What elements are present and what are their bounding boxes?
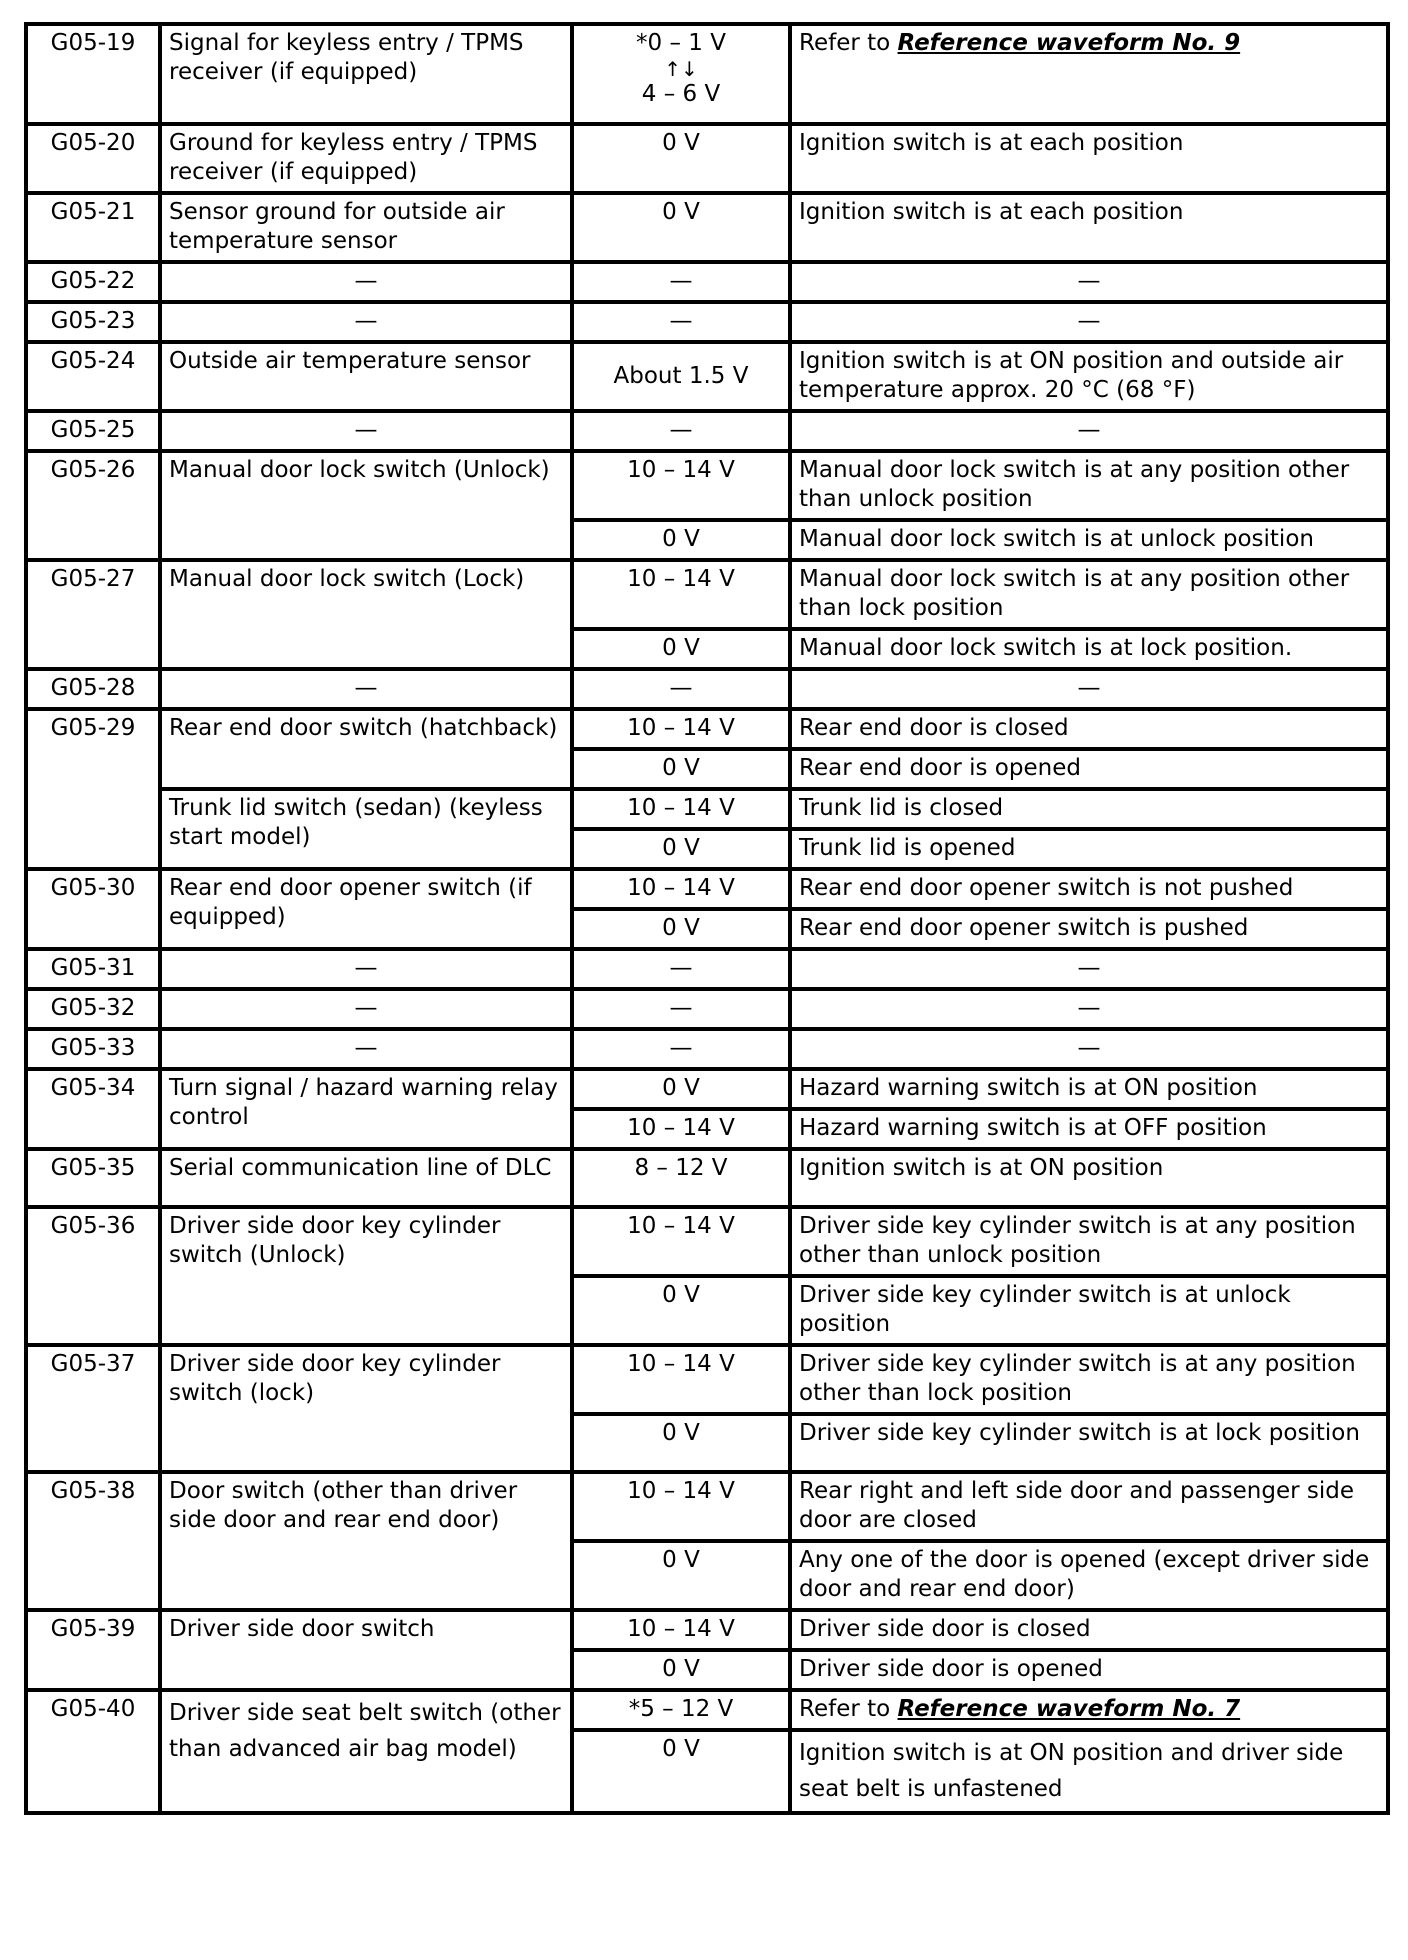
table-row [26, 1345, 1388, 1414]
voltage-cell: 0 V [572, 520, 790, 560]
table-row [26, 949, 1388, 989]
signal-cell: Outside air temperature sensor [160, 342, 572, 411]
table-row [26, 1472, 1388, 1541]
terminal-cell: G05-34 [26, 1069, 160, 1149]
terminal-voltage-table [24, 22, 1390, 1815]
terminal-cell: G05-20 [26, 124, 160, 193]
signal-cell: Serial communication line of DLC [160, 1149, 572, 1207]
condition-cell: Rear end door is opened [790, 749, 1388, 789]
voltage-cell: 0 V [572, 1730, 790, 1813]
signal-cell: — [160, 989, 572, 1029]
condition-text: Refer to [799, 30, 898, 56]
condition-cell: Trunk lid is opened [790, 829, 1388, 869]
terminal-cell: G05-40 [26, 1690, 160, 1813]
voltage-cell [572, 24, 790, 124]
terminal-cell: G05-26 [26, 451, 160, 560]
signal-cell: Ground for keyless entry / TPMS receiver (if equipped) [160, 124, 572, 193]
condition-cell: — [790, 302, 1388, 342]
table-row [26, 560, 1388, 629]
voltage-cell: 0 V [572, 1276, 790, 1345]
condition-cell: Rear end door opener switch is pushed [790, 909, 1388, 949]
voltage-cell: — [572, 949, 790, 989]
condition-cell: Hazard warning switch is at ON position [790, 1069, 1388, 1109]
terminal-cell: G05-39 [26, 1610, 160, 1690]
condition-cell: — [790, 949, 1388, 989]
terminal-cell: G05-37 [26, 1345, 160, 1472]
voltage-cell: 10 – 14 V [572, 1472, 790, 1541]
signal-cell: Manual door lock switch (Unlock) [160, 451, 572, 560]
signal-cell: — [160, 1029, 572, 1069]
condition-cell: Ignition switch is at ON position and driver side seat belt is unfastened [790, 1730, 1388, 1813]
condition-cell: Manual door lock switch is at lock position. [790, 629, 1388, 669]
table-row [26, 1610, 1388, 1650]
condition-cell: Rear end door opener switch is not pushed [790, 869, 1388, 909]
voltage-value: 4 – 6 V [641, 81, 721, 107]
voltage-cell: About 1.5 V [572, 342, 790, 411]
table-row [26, 193, 1388, 262]
terminal-cell: G05-30 [26, 869, 160, 949]
voltage-cell: 10 – 14 V [572, 1207, 790, 1276]
reference-waveform-link[interactable]: Reference waveform No. 9 [897, 30, 1241, 56]
signal-cell: Driver side seat belt switch (other than advanced air bag model) [160, 1690, 572, 1813]
terminal-cell: G05-23 [26, 302, 160, 342]
voltage-cell: 0 V [572, 1414, 790, 1472]
signal-cell: Rear end door opener switch (if equipped) [160, 869, 572, 949]
condition-cell: — [790, 411, 1388, 451]
condition-cell: Driver side door is opened [790, 1650, 1388, 1690]
signal-cell: — [160, 949, 572, 989]
voltage-cell: 0 V [572, 829, 790, 869]
table-row [26, 1207, 1388, 1276]
voltage-cell: 10 – 14 V [572, 1109, 790, 1149]
condition-text: Refer to [799, 1696, 898, 1722]
condition-cell: Driver side key cylinder switch is at any position other than unlock position [790, 1207, 1388, 1276]
terminal-cell: G05-24 [26, 342, 160, 411]
terminal-cell: G05-27 [26, 560, 160, 669]
table-row [26, 1149, 1388, 1207]
table-row [26, 989, 1388, 1029]
signal-cell: — [160, 411, 572, 451]
voltage-value: *0 – 1 V [636, 30, 726, 56]
voltage-cell: 10 – 14 V [572, 709, 790, 749]
voltage-cell: — [572, 262, 790, 302]
voltage-cell: 10 – 14 V [572, 451, 790, 520]
up-down-arrows-icon: ↑↓ [664, 57, 698, 81]
terminal-cell: G05-31 [26, 949, 160, 989]
voltage-cell: 0 V [572, 629, 790, 669]
condition-cell: — [790, 989, 1388, 1029]
voltage-cell: 10 – 14 V [572, 789, 790, 829]
condition-cell: Manual door lock switch is at unlock position [790, 520, 1388, 560]
voltage-cell: — [572, 302, 790, 342]
signal-cell: — [160, 669, 572, 709]
voltage-cell: — [572, 669, 790, 709]
table-row [26, 302, 1388, 342]
terminal-cell: G05-36 [26, 1207, 160, 1345]
condition-cell: Driver side key cylinder switch is at unlock position [790, 1276, 1388, 1345]
table-row [26, 24, 1388, 124]
terminal-cell: G05-35 [26, 1149, 160, 1207]
signal-cell: Manual door lock switch (Lock) [160, 560, 572, 669]
table-row [26, 411, 1388, 451]
terminal-cell: G05-25 [26, 411, 160, 451]
condition-cell: Driver side key cylinder switch is at lock position [790, 1414, 1388, 1472]
table-row [26, 1690, 1388, 1730]
condition-cell: Ignition switch is at ON position and outside air temperature approx. 20 °C (68 °F) [790, 342, 1388, 411]
condition-cell [790, 24, 1388, 124]
signal-cell: Driver side door key cylinder switch (Unlock) [160, 1207, 572, 1345]
signal-cell: — [160, 262, 572, 302]
table-row [26, 1029, 1388, 1069]
voltage-cell: 0 V [572, 1069, 790, 1109]
table-row [26, 124, 1388, 193]
table-row [26, 262, 1388, 302]
condition-cell: — [790, 669, 1388, 709]
condition-cell: — [790, 1029, 1388, 1069]
terminal-cell: G05-33 [26, 1029, 160, 1069]
condition-cell: Ignition switch is at each position [790, 193, 1388, 262]
signal-cell: Rear end door switch (hatchback) [160, 709, 572, 789]
signal-cell: — [160, 302, 572, 342]
signal-cell: Turn signal / hazard warning relay control [160, 1069, 572, 1149]
voltage-cell: 0 V [572, 909, 790, 949]
voltage-cell: — [572, 411, 790, 451]
terminal-cell: G05-19 [26, 24, 160, 124]
voltage-cell: 0 V [572, 1541, 790, 1610]
terminal-cell: G05-32 [26, 989, 160, 1029]
table-row [26, 451, 1388, 520]
signal-cell: Driver side door key cylinder switch (lock) [160, 1345, 572, 1472]
table-row [26, 869, 1388, 909]
signal-cell: Door switch (other than driver side door and rear end door) [160, 1472, 572, 1610]
voltage-cell: — [572, 1029, 790, 1069]
condition-cell: Trunk lid is closed [790, 789, 1388, 829]
terminal-cell: G05-21 [26, 193, 160, 262]
condition-cell: Any one of the door is opened (except driver side door and rear end door) [790, 1541, 1388, 1610]
voltage-cell: 0 V [572, 193, 790, 262]
terminal-cell: G05-28 [26, 669, 160, 709]
signal-cell: Sensor ground for outside air temperature sensor [160, 193, 572, 262]
condition-cell: Driver side key cylinder switch is at any position other than lock position [790, 1345, 1388, 1414]
table-row [26, 669, 1388, 709]
terminal-cell: G05-22 [26, 262, 160, 302]
voltage-cell: 0 V [572, 749, 790, 789]
signal-cell: Trunk lid switch (sedan) (keyless start model) [160, 789, 572, 869]
table-row [26, 789, 1388, 829]
voltage-cell: 10 – 14 V [572, 560, 790, 629]
condition-cell: Manual door lock switch is at any position other than lock position [790, 560, 1388, 629]
table-row [26, 709, 1388, 749]
voltage-cell: 0 V [572, 124, 790, 193]
condition-cell: Ignition switch is at ON position [790, 1149, 1388, 1207]
voltage-cell: 0 V [572, 1650, 790, 1690]
condition-cell [790, 1690, 1388, 1730]
voltage-cell: 10 – 14 V [572, 1610, 790, 1650]
condition-cell: Manual door lock switch is at any position other than unlock position [790, 451, 1388, 520]
table-row [26, 1069, 1388, 1109]
voltage-cell: — [572, 989, 790, 1029]
condition-cell: Hazard warning switch is at OFF position [790, 1109, 1388, 1149]
condition-cell: — [790, 262, 1388, 302]
voltage-cell: 8 – 12 V [572, 1149, 790, 1207]
table-row [26, 342, 1388, 411]
condition-cell: Rear right and left side door and passenger side door are closed [790, 1472, 1388, 1541]
voltage-cell: 10 – 14 V [572, 869, 790, 909]
terminal-cell: G05-38 [26, 1472, 160, 1610]
voltage-cell: *5 – 12 V [572, 1690, 790, 1730]
condition-cell: Driver side door is closed [790, 1610, 1388, 1650]
condition-cell: Rear end door is closed [790, 709, 1388, 749]
voltage-cell: 10 – 14 V [572, 1345, 790, 1414]
signal-cell: Driver side door switch [160, 1610, 572, 1690]
terminal-cell: G05-29 [26, 709, 160, 869]
condition-cell: Ignition switch is at each position [790, 124, 1388, 193]
reference-waveform-link[interactable]: Reference waveform No. 7 [897, 1696, 1241, 1722]
signal-cell: Signal for keyless entry / TPMS receiver (if equipped) [160, 24, 572, 124]
